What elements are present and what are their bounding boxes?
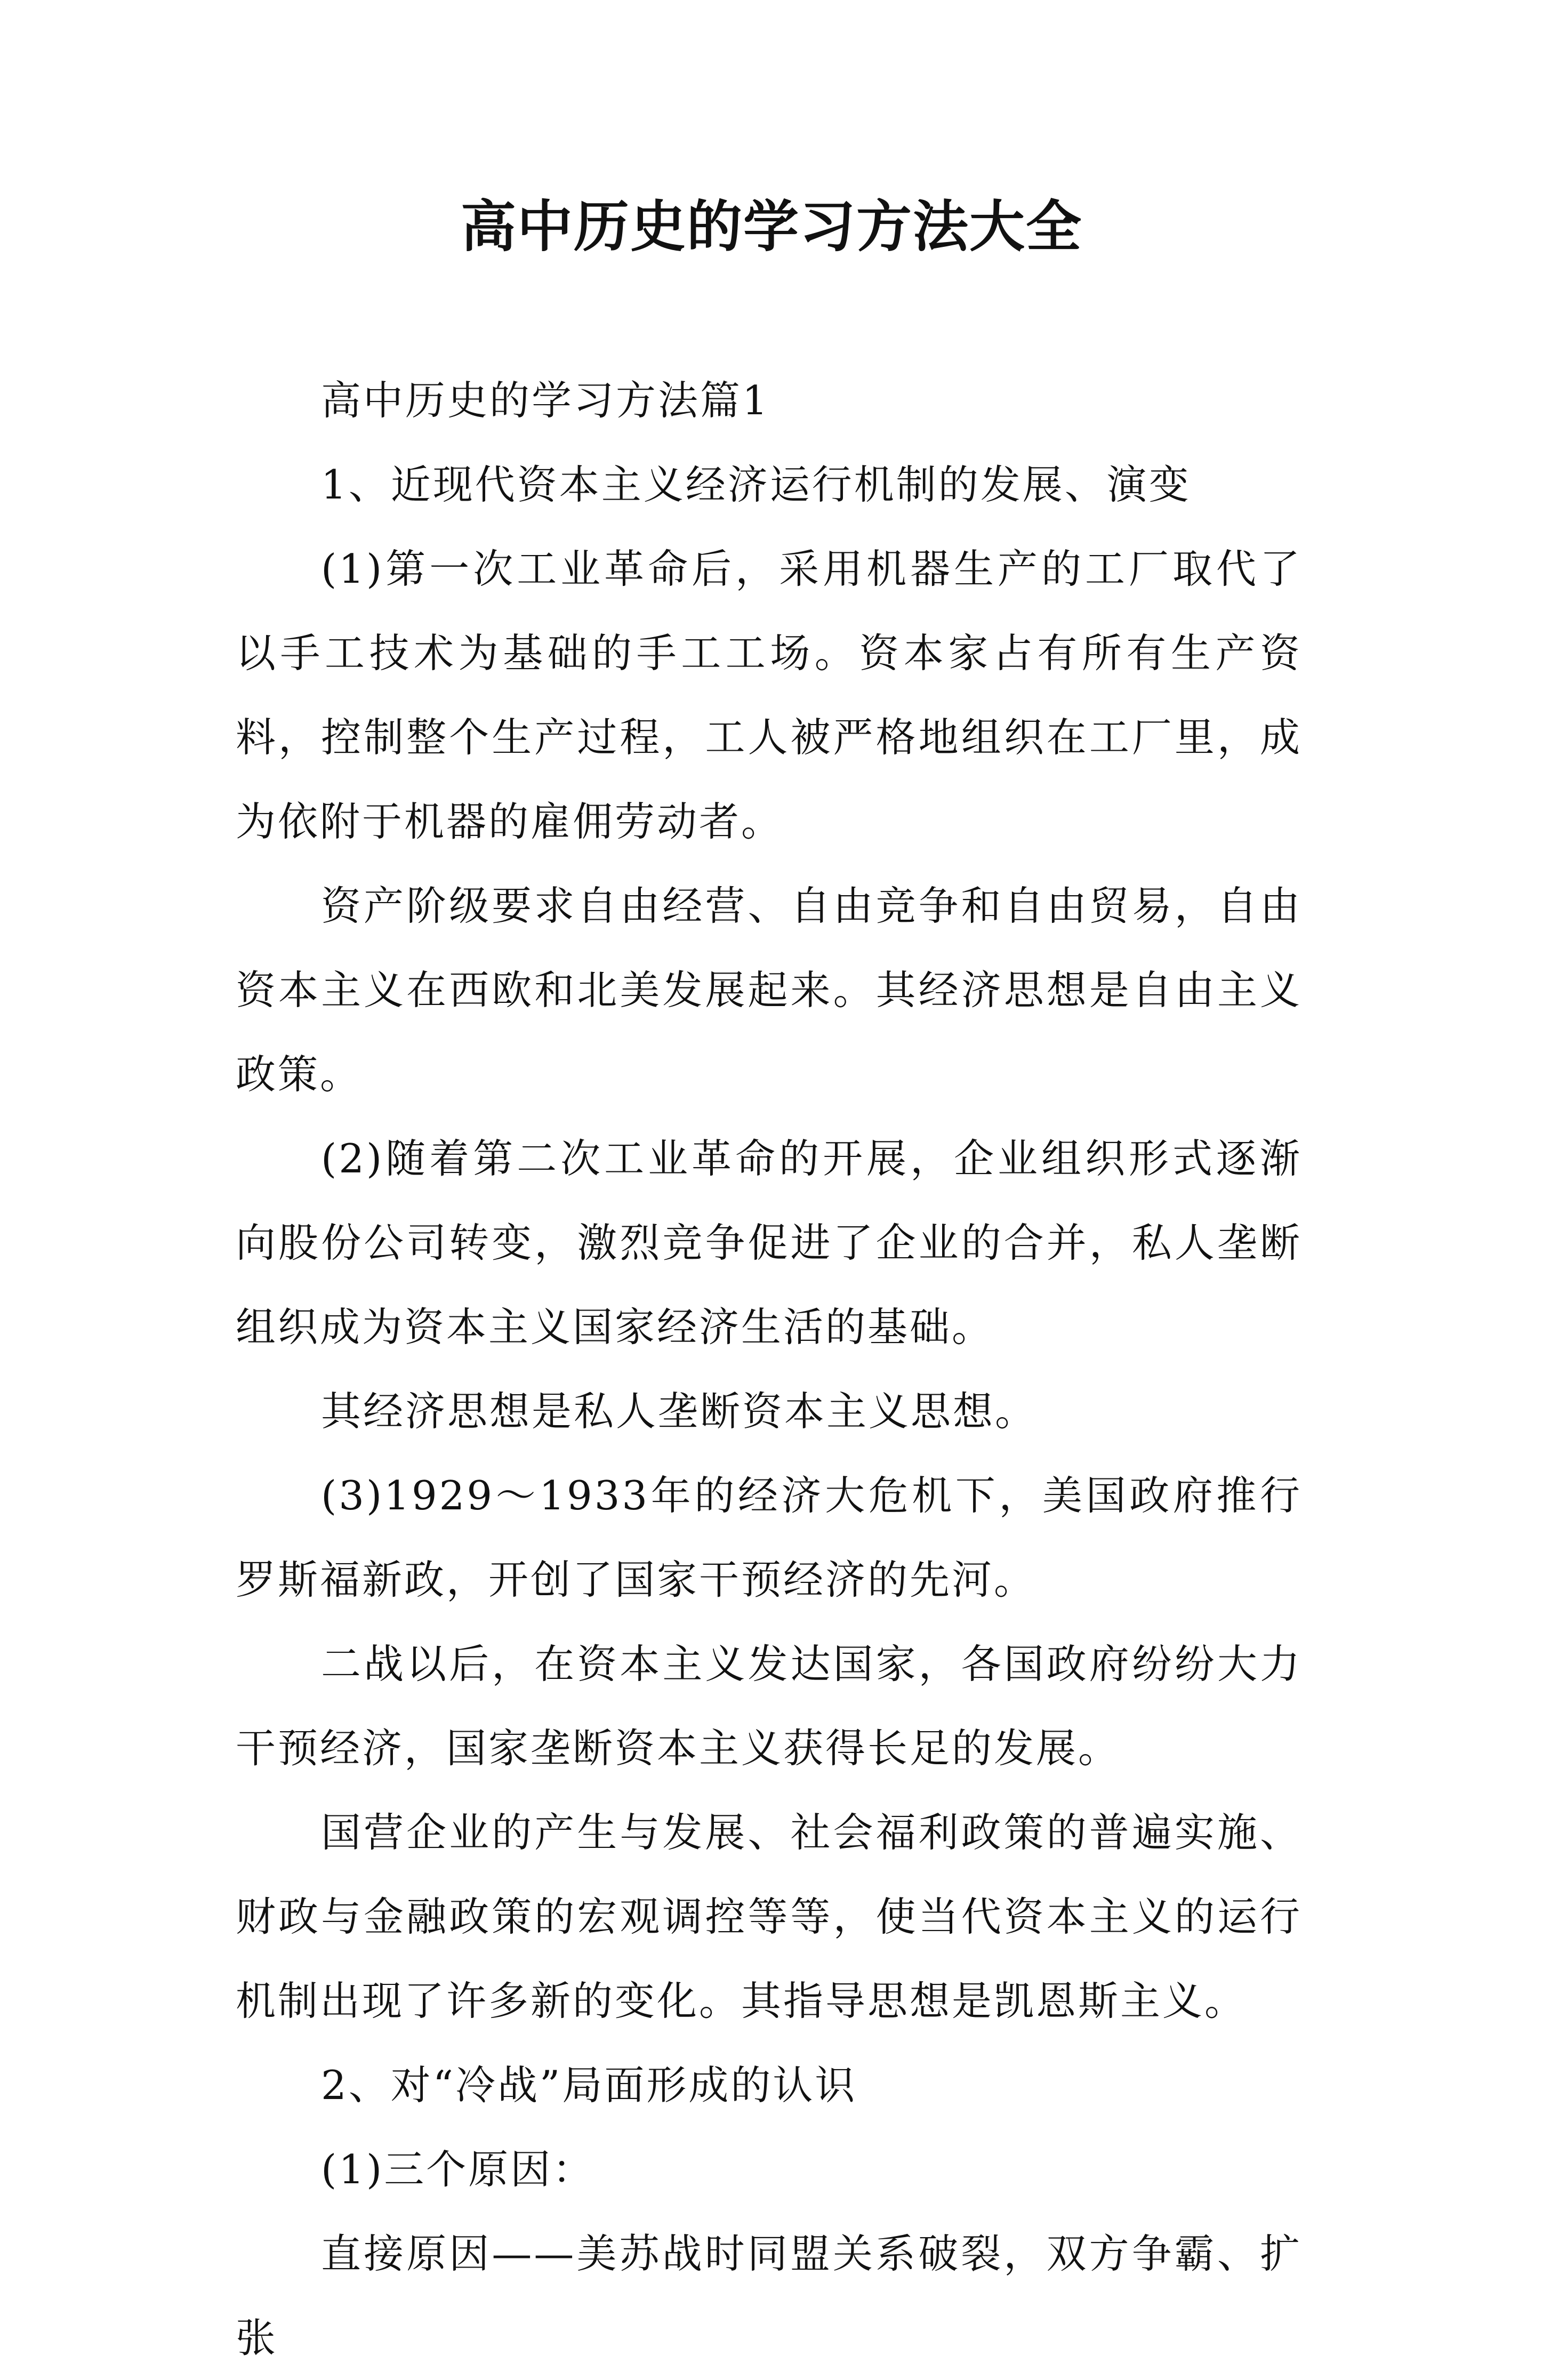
subheading: 1、近现代资本主义经济运行机制的发展、演变	[321, 461, 1191, 508]
paragraph: 直接原因——美苏战时同盟关系破裂，双方争霸、扩张	[236, 2230, 1302, 2361]
document-title: 高中历史的学习方法大全	[460, 194, 1082, 259]
document-body	[236, 358, 1302, 2380]
section-heading: 高中历史的学习方法篇1	[321, 377, 770, 424]
paragraph: 其经济思想是私人垄断资本主义思想。	[321, 1388, 1038, 1435]
paragraph: 国营企业的产生与发展、社会福利政策的普遍实施、财政与金融政策的宏观调控等等，使当代资本主义的运行机制出现了许多新的变化。其指导思想是凯恩斯主义。	[236, 1809, 1302, 2024]
paragraph: (1)第一次工业革命后，采用机器生产的工厂取代了以手工技术为基础的手工工场。资本家占有所有生产资料，控制整个生产过程，工人被严格地组织在工厂里，成为依附于机器的雇佣劳动者。	[236, 545, 1302, 845]
paragraph: 二战以后，在资本主义发达国家，各国政府纷纷大力干预经济，国家垄断资本主义获得长足的发展。	[236, 1641, 1302, 1772]
paragraph: (2)随着第二次工业革命的开展，企业组织形式逐渐向股份公司转变，激烈竞争促进了企业的合并，私人垄断组织成为资本主义国家经济生活的基础。	[236, 1135, 1302, 1350]
paragraph: 资产阶级要求自由经营、自由竞争和自由贸易，自由资本主义在西欧和北美发展起来。其经济思想是自由主义政策。	[236, 882, 1302, 1098]
subheading: 2、对“冷战”局面形成的认识	[321, 2062, 857, 2109]
paragraph: (1)三个原因：	[321, 2146, 595, 2193]
paragraph: (3)1929～1933年的经济大危机下，美国政府推行罗斯福新政，开创了国家干预经济的先河。	[236, 1472, 1302, 1603]
